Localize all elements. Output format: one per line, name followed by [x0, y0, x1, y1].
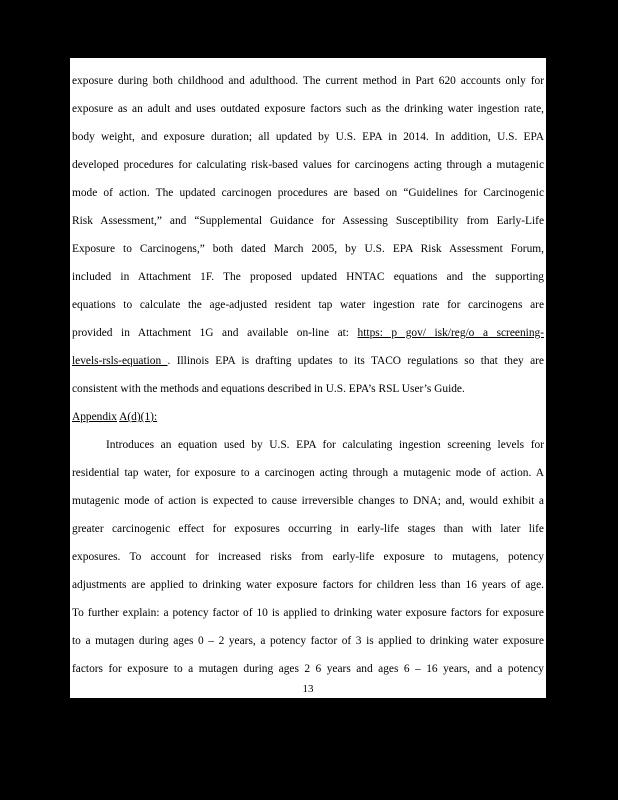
text-line: consistent with the methods and equations described in U.S. EPA’s RSL User’s Guide. [72, 383, 465, 395]
text-line: to a mutagen during ages 0 – 2 years, a potency factor of 3 is applied to drinking water exposure [72, 635, 544, 647]
text-line: Risk Assessment,” and “Supplemental Guidance for Assessing Susceptibility from Early-Life [72, 215, 544, 227]
rsl-equation-link[interactable]: https: p gov/ isk/reg/o a screening- [357, 327, 545, 339]
text-line: residential tap water, for exposure to a carcinogen acting through a mutagenic mode of action. A [72, 467, 544, 479]
text-line: exposures. To account for increased risks from early-life exposure to mutagens, potency [72, 551, 544, 563]
text-fragment: provided in Attachment 1G and available on-line at: [72, 327, 358, 339]
document-page [70, 58, 546, 698]
text-line [72, 354, 544, 368]
text-line: mutagenic mode of action is expected to cause irreversible changes to DNA; and, would exhibit a [72, 495, 544, 507]
text-line: Introduces an equation used by U.S. EPA for calculating ingestion screening levels for [106, 439, 544, 451]
section-heading [72, 410, 544, 424]
text-line: To further explain: a potency factor of 10 is applied to drinking water exposure factors for exposure [72, 607, 544, 619]
text-line: exposure as an adult and uses outdated exposure factors such as the drinking water ingestion rate, [72, 103, 544, 115]
text-line: mode of action. The updated carcinogen procedures are based on “Guidelines for Carcinogenic [72, 187, 544, 199]
text-line: greater carcinogenic effect for exposures occurring in early-life stages than with later life [72, 523, 544, 535]
text-line: exposure during both childhood and adulthood. The current method in Part 620 accounts only for [72, 75, 544, 87]
text-line: developed procedures for calculating risk-based values for carcinogens acting through a mutagenic [72, 159, 544, 171]
text-line: factors for exposure to a mutagen during ages 2 6 years and ages 6 – 16 years, and a potency [72, 663, 544, 675]
text-line: Exposure to Carcinogens,” both dated March 2005, by U.S. EPA Risk Assessment Forum, [72, 243, 544, 255]
text-line: body weight, and exposure duration; all updated by U.S. EPA in 2014. In addition, U.S. EPA [72, 131, 544, 143]
text-fragment: . Illinois EPA is drafting updates to its TACO regulations so that they are [167, 355, 544, 367]
rsl-equation-link-continued[interactable]: levels-rsls-equation [72, 355, 168, 367]
text-line: adjustments are applied to drinking water exposure factors for children less than 16 years of age. [72, 579, 544, 591]
heading-appendix: Appendix [72, 411, 117, 423]
text-line [72, 326, 544, 340]
text-line: equations to calculate the age-adjusted resident tap water ingestion rate for carcinogens are [72, 299, 544, 311]
page-number: 13 [302, 683, 314, 695]
heading-section-ref: A(d)(1): [119, 411, 158, 423]
text-line: included in Attachment 1F. The proposed updated HNTAC equations and the supporting [72, 271, 544, 283]
